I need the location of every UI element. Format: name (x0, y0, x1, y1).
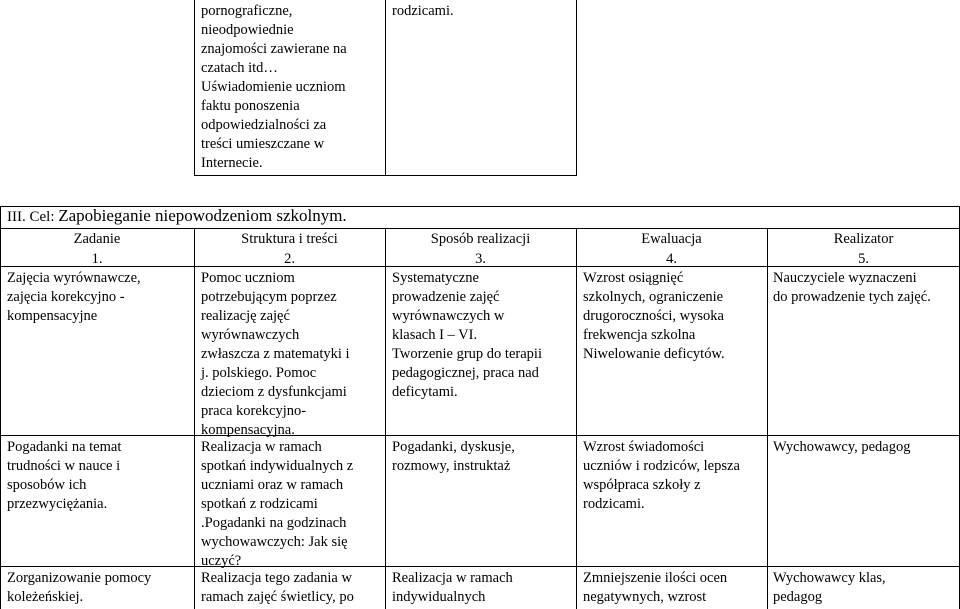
row3-zadanie: Zorganizowanie pomocy koleżeńskiej. (7, 570, 152, 605)
row3-realizator: Wychowawcy klas, pedagog (773, 570, 886, 605)
row2-border (0, 566, 960, 567)
row1-sposob: Systematyczne prowadzenie zajęć wyrównawczych w klasach I – VI. Tworzenie grup do terapii pedagogicznej, praca nad deficytami. (392, 270, 542, 400)
header-realizator: Realizator 5. (833, 231, 894, 267)
header-struktura: Struktura i treści 2. (241, 231, 338, 267)
row3-sposob: Realizacja w ramach indywidualnych (392, 570, 513, 605)
col-divider-2 (385, 228, 386, 609)
top-table-border-mid (385, 0, 386, 175)
col-divider-1 (194, 228, 195, 609)
top-table-border-left (194, 0, 195, 175)
section-title: III. Cel: Zapobieganie niepowodzeniom szkolnym. (7, 206, 347, 225)
header-sposob: Sposób realizacji 3. (430, 231, 531, 267)
header-ewaluacja: Ewaluacja 4. (641, 231, 702, 267)
row3-struktura: Realizacja tego zadania w ramach zajęć świetlicy, po (201, 570, 354, 605)
row3-ewaluacja: Zmniejszenie ilości ocen negatywnych, wzrost (583, 570, 728, 605)
row1-struktura: Pomoc uczniom potrzebującym poprzez realizację zajęć wyrównawczych zwłaszcza z matematyki i j. polskiego. Pomoc dzieciom z dysfunkcjami praca korekcyjno- kompensacyjna. (201, 270, 350, 438)
row2-sposob: Pogadanki, dyskusje, rozmowy, instruktaż (392, 439, 515, 474)
row1-zadanie: Zajęcia wyrównawcze, zajęcia korekcyjno - kompensacyjne (7, 270, 141, 324)
row2-ewaluacja: Wzrost świadomości uczniów i rodziców, lepsza współpraca szkoły z rodzicami. (583, 439, 740, 512)
top-table-border-bottom (194, 175, 577, 176)
top-table-border-right (576, 0, 577, 175)
row2-zadanie: Pogadanki na temat trudności w nauce i sposobów ich przezwyciężania. (7, 439, 122, 512)
col-divider-3 (576, 228, 577, 609)
row1-ewaluacja: Wzrost osiągnięć szkolnych, ograniczenie drugoroczności, wysoka frekwencja szkolna Niwelowanie deficytów. (583, 270, 725, 362)
row1-border (0, 435, 960, 436)
row2-struktura: Realizacja w ramach spotkań indywidualnych z uczniami oraz w ramach spotkań z rodzicami .Pogadanki na godzinach wychowawczych: Jak się uczyć? (201, 439, 354, 569)
top-cell-col3: rodzicami. (392, 3, 454, 19)
top-cell-col2: pornograficzne, nieodpowiednie znajomości zawierane na czatach itd… Uświadomienie uczniom faktu ponoszenia odpowiedzialności za treści umieszczane w Internecie. (201, 3, 347, 171)
col-divider-4 (767, 228, 768, 609)
row2-realizator: Wychowawcy, pedagog (773, 439, 911, 455)
row1-realizator: Nauczyciele wyznaczeni do prowadzenie tych zajęć. (773, 270, 931, 305)
header-zadanie: Zadanie 1. (73, 231, 121, 267)
